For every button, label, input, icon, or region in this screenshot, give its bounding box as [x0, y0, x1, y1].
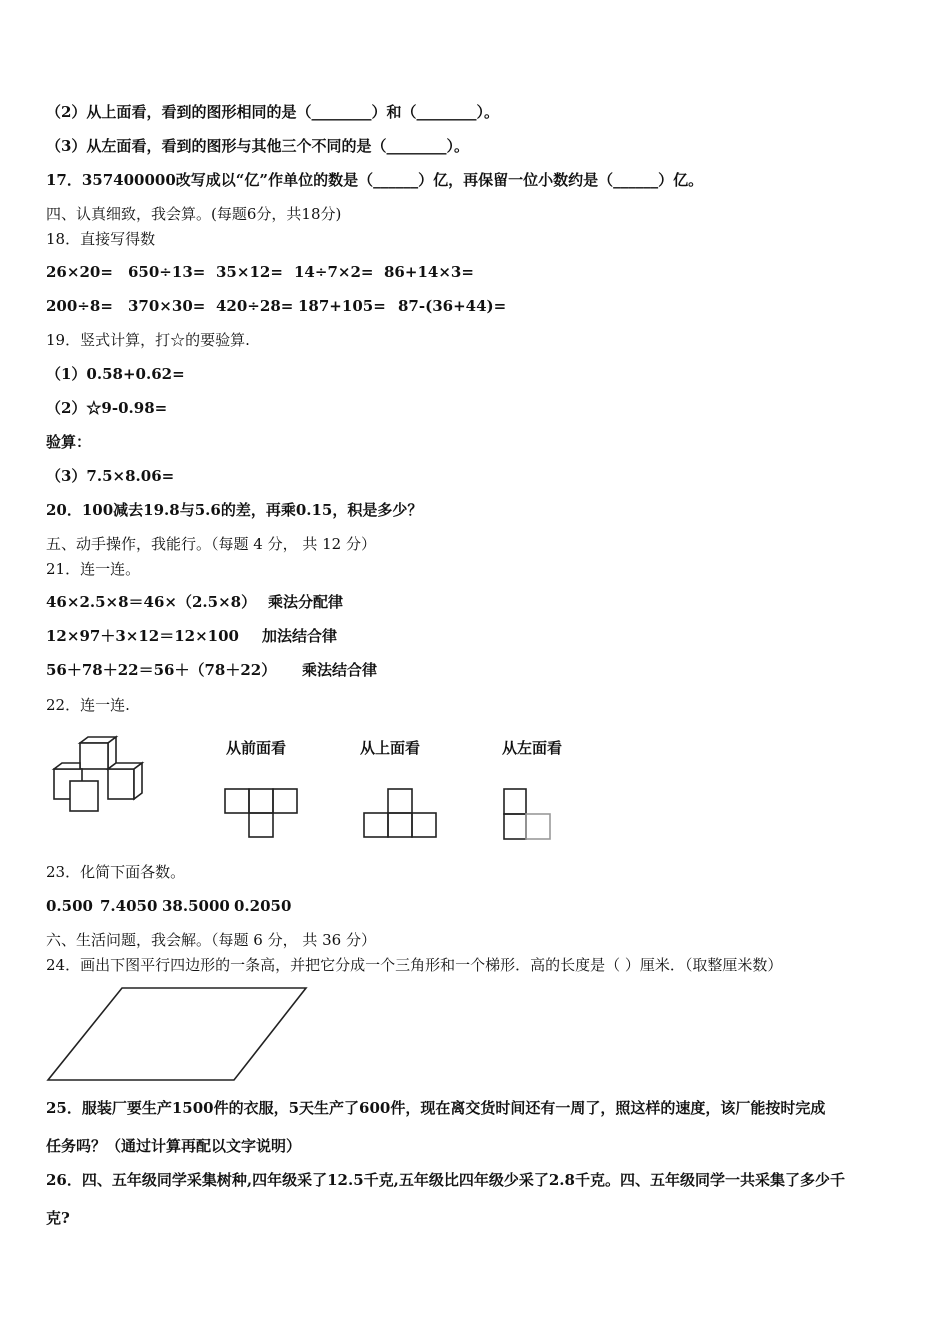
view-label-front: 从前面看 [226, 739, 287, 757]
q25-line2: 任务吗？（通过计算再配以文字说明） [46, 1137, 302, 1155]
calc-row-1 [46, 262, 474, 282]
q19-part3: （3）7.5×8.06= [46, 467, 175, 485]
match-left-1: 46×2.5×8＝46×（2.5×8） [46, 593, 257, 611]
q26-line2: 克? [46, 1209, 70, 1227]
calc-item: 650÷13= [128, 263, 206, 281]
q24: 24．画出下图平行四边形的一条高，并把它分成一个三角形和一个梯形．高的长度是（ ）厘米．（取整厘米数） [46, 956, 783, 974]
q16-part3: （3）从左面看，看到的图形与其他三个不同的是（________）。 [46, 137, 469, 155]
cube-stack-figure [48, 735, 148, 813]
view-label-left: 从左面看 [502, 739, 563, 757]
calc-item: 200÷8= [46, 297, 113, 315]
calc-item: 35×12= [216, 263, 283, 281]
parallelogram-figure [44, 985, 310, 1083]
simplify-item: 38.5000 [162, 897, 230, 915]
calc-item: 14÷7×2= [294, 263, 374, 281]
q17: 17．357400000改写成以“亿”作单位的数是（______）亿，再保留一位小数约是（______）亿。 [46, 171, 704, 189]
q16-part2: （2）从上面看，看到的图形相同的是（________）和（________）。 [46, 103, 499, 121]
simplify-row [46, 896, 291, 916]
q19: 19．竖式计算，打☆的要验算. [46, 331, 250, 349]
section-5-heading: 五、动手操作，我能行。（每题 4 分， 共 12 分） [46, 535, 376, 553]
calc-item: 370×30= [128, 297, 206, 315]
match-right-1: 乘法分配律 [268, 593, 344, 611]
q20: 20．100减去19.8与5.6的差，再乘0.15，积是多少？ [46, 501, 423, 519]
q21: 21．连一连。 [46, 560, 141, 578]
calc-row-2 [46, 296, 506, 316]
left-view-figure [503, 788, 555, 842]
q19-part2: （2）☆9-0.98= [46, 399, 168, 417]
simplify-item: 0.2050 [234, 897, 292, 915]
calc-item: 26×20= [46, 263, 113, 281]
top-view-figure [363, 788, 441, 840]
view-label-top: 从上面看 [360, 739, 421, 757]
section-6-heading: 六、生活问题，我会解。（每题 6 分， 共 36 分） [46, 931, 376, 949]
q22: 22．连一连. [46, 696, 130, 714]
match-left-2: 12×97＋3×12＝12×100 [46, 627, 239, 645]
q26-line1: 26．四、五年级同学采集树种,四年级采了12.5千克,五年级比四年级少采了2.8千克。四、五年级同学一共采集了多少千 [46, 1171, 845, 1189]
calc-item: 187+105= [298, 297, 386, 315]
match-right-2: 加法结合律 [262, 627, 338, 645]
match-left-3: 56＋78＋22＝56＋（78＋22） [46, 661, 277, 679]
simplify-item: 0.500 [46, 897, 93, 915]
q23: 23．化简下面各数。 [46, 863, 186, 881]
calc-item: 420÷28= [216, 297, 294, 315]
front-view-figure [224, 788, 302, 840]
q18: 18．直接写得数 [46, 230, 156, 248]
section-4-heading: 四、认真细致，我会算。(每题6分，共18分) [46, 205, 342, 223]
match-right-3: 乘法结合律 [302, 661, 378, 679]
q25-line1: 25．服装厂要生产1500件的衣服，5天生产了600件，现在离交货时间还有一周了，照这样的速度，该厂能按时完成 [46, 1099, 826, 1117]
calc-item: 87-(36+44)= [398, 297, 507, 315]
q19-check-label: 验算： [46, 433, 92, 451]
calc-item: 86+14×3= [384, 263, 474, 281]
q19-part1: （1）0.58+0.62= [46, 365, 185, 383]
simplify-item: 7.4050 [100, 897, 158, 915]
